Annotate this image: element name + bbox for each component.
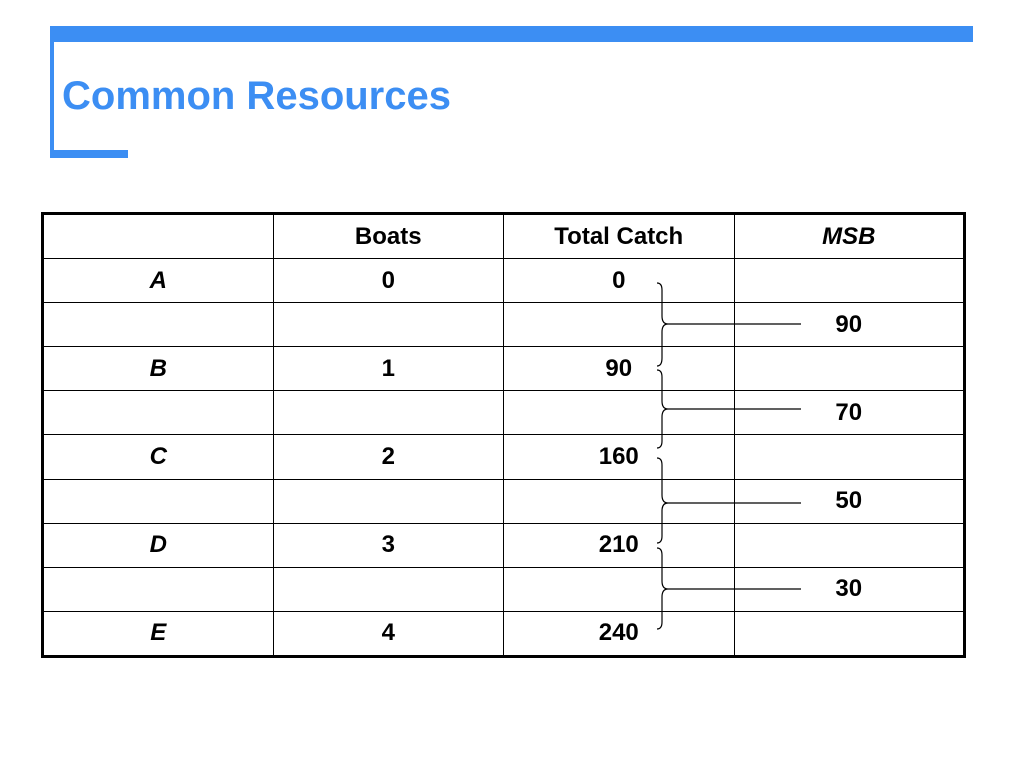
msb-table — [41, 212, 966, 658]
header-cell-msb: MSB — [734, 214, 965, 259]
row-label: B — [43, 347, 274, 391]
boats-cell — [273, 391, 504, 435]
row-label: D — [43, 523, 274, 567]
brace-connector — [657, 283, 801, 366]
table-row — [43, 567, 965, 611]
row-label — [43, 567, 274, 611]
catch-cell: 210 — [504, 523, 735, 567]
msb-cell: 90 — [734, 303, 965, 347]
catch-cell: 90 — [504, 347, 735, 391]
header-accent-side — [50, 26, 54, 158]
row-label: E — [43, 611, 274, 656]
row-label — [43, 303, 274, 347]
brace-connector — [657, 458, 801, 543]
row-label — [43, 479, 274, 523]
header-cell-boats: Boats — [273, 214, 504, 259]
msb-cell: 50 — [734, 479, 965, 523]
row-label — [43, 391, 274, 435]
boats-cell — [273, 479, 504, 523]
header-cell-blank — [43, 214, 274, 259]
msb-cell: 70 — [734, 391, 965, 435]
brace-connector — [657, 548, 801, 629]
table-row — [43, 259, 965, 303]
table-row — [43, 347, 965, 391]
table-row — [43, 435, 965, 479]
boats-cell — [273, 303, 504, 347]
table-row — [43, 303, 965, 347]
slide-title: Common Resources — [62, 74, 451, 118]
catch-cell: 0 — [504, 259, 735, 303]
msb-brace-connectors — [650, 270, 810, 650]
boats-cell — [273, 567, 504, 611]
table-header-row — [43, 214, 965, 259]
boats-cell: 0 — [273, 259, 504, 303]
table-row — [43, 391, 965, 435]
boats-cell: 4 — [273, 611, 504, 656]
row-label: C — [43, 435, 274, 479]
boats-cell: 1 — [273, 347, 504, 391]
boats-cell: 3 — [273, 523, 504, 567]
table-row — [43, 479, 965, 523]
catch-cell: 160 — [504, 435, 735, 479]
row-label: A — [43, 259, 274, 303]
header-cell-total-catch: Total Catch — [504, 214, 735, 259]
header-accent-bar — [50, 26, 973, 42]
table-row — [43, 523, 965, 567]
table-row — [43, 611, 965, 656]
brace-connector — [657, 370, 801, 448]
catch-cell: 240 — [504, 611, 735, 656]
header-accent-underline — [50, 150, 128, 158]
msb-cell: 30 — [734, 567, 965, 611]
boats-cell: 2 — [273, 435, 504, 479]
